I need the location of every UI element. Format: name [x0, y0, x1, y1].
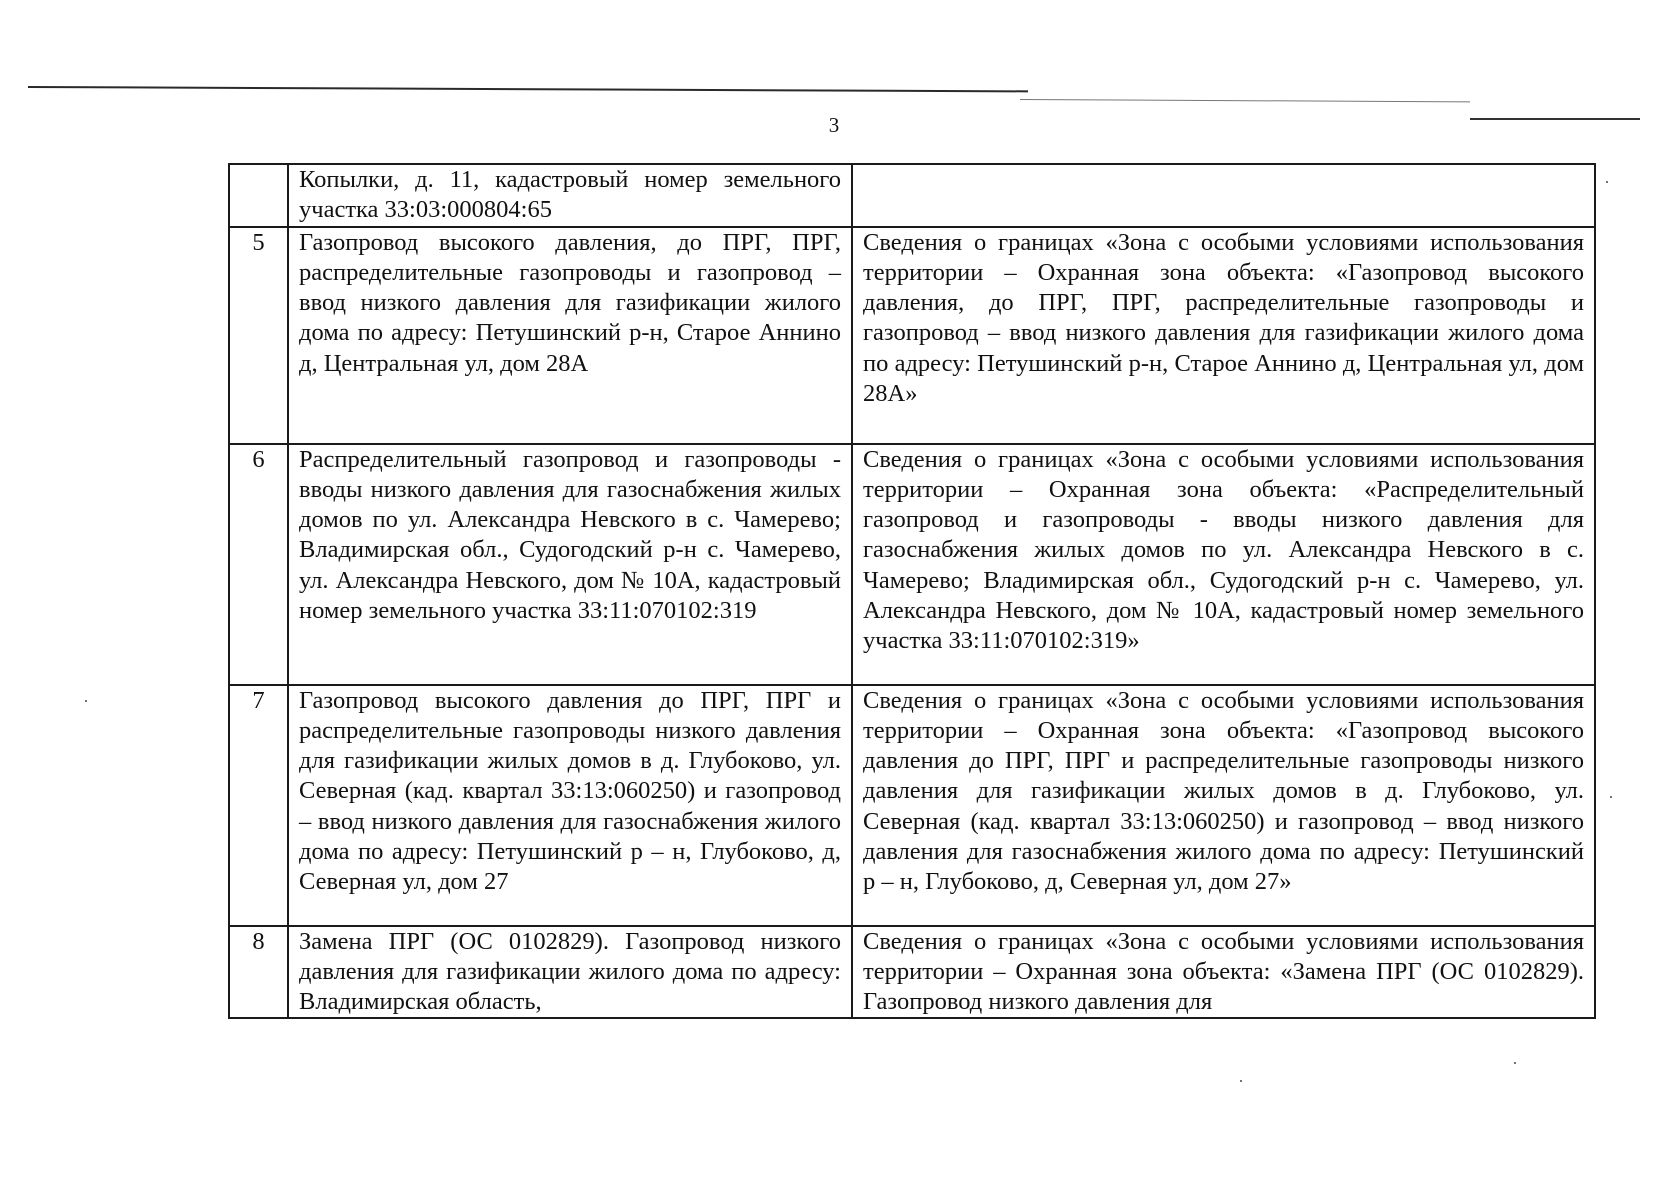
- table-row: [229, 444, 1595, 685]
- scan-speck: [1514, 1062, 1516, 1064]
- row-number: 5: [229, 227, 288, 444]
- zone-info: Сведения о границах «Зона с особыми условиями использования территории – Охранная зона объекта: «Газопровод высокого давления, до ПРГ, ПРГ, распределительные газопроводы и газопровод – ввод низкого давления для газификации жилого дома по адресу: Петушинский р-н, Старое Аннино д, Центральная ул, дом 28А»: [852, 227, 1595, 444]
- zone-info: [852, 164, 1595, 227]
- scan-speck: [1606, 181, 1608, 183]
- top-rule-line: [28, 86, 1028, 92]
- zone-info: Сведения о границах «Зона с особыми условиями использования территории – Охранная зона объекта: «Замена ПРГ (ОС 0102829). Газопровод низкого давления для: [852, 926, 1595, 1019]
- table-row: [229, 164, 1595, 227]
- row-number: [229, 164, 288, 227]
- zone-info: Сведения о границах «Зона с особыми условиями использования территории – Охранная зона объекта: «Распределительный газопровод и газопроводы - вводы низкого давления для газоснабжения жилых домов по ул. Александра Невского в с. Чамерево; Владимирская обл., Судогодский р-н с. Чамерево, ул. Александра Невского, дом № 10А, кадастровый номер земельного участка 33:11:070102:319»: [852, 444, 1595, 685]
- scan-speck: [1240, 1080, 1242, 1082]
- zones-table: [228, 163, 1596, 1019]
- object-description: Замена ПРГ (ОС 0102829). Газопровод низкого давления для газификации жилого дома по адресу: Владимирская область,: [288, 926, 852, 1019]
- row-number: 6: [229, 444, 288, 685]
- scan-speck: [85, 700, 87, 702]
- object-description: Газопровод высокого давления, до ПРГ, ПРГ, распределительные газопроводы и газопровод – ввод низкого давления для газификации жилого дома по адресу: Петушинский р-н, Старое Аннино д, Центральная ул, дом 28А: [288, 227, 852, 444]
- table-row: [229, 926, 1595, 1019]
- table-row: [229, 227, 1595, 444]
- object-description: Газопровод высокого давления до ПРГ, ПРГ и распределительные газопроводы низкого давления для газификации жилых домов в д. Глубоково, ул. Северная (кад. квартал 33:13:060250) и газопровод – ввод низкого давления для газоснабжения жилого дома по адресу: Петушинский р – н, Глубоково, д, Северная ул, дом 27: [288, 685, 852, 926]
- object-description: Копылки, д. 11, кадастровый номер земельного участка 33:03:000804:65: [288, 164, 852, 227]
- table-row: [229, 685, 1595, 926]
- page-number: 3: [828, 113, 840, 137]
- scan-speck: [1610, 796, 1612, 798]
- object-description: Распределительный газопровод и газопроводы - вводы низкого давления для газоснабжения жилых домов по ул. Александра Невского в с. Чамерево; Владимирская обл., Судогодский р-н с. Чамерево, ул. Александра Невского, дом № 10А, кадастровый номер земельного участка 33:11:070102:319: [288, 444, 852, 685]
- top-rule-line-right: [1020, 99, 1470, 102]
- zone-info: Сведения о границах «Зона с особыми условиями использования территории – Охранная зона объекта: «Газопровод высокого давления до ПРГ, ПРГ и распределительные газопроводы низкого давления для газификации жилых домов в д. Глубоково, ул. Северная (кад. квартал 33:13:060250) и газопровод – ввод низкого давления для газоснабжения жилого дома по адресу: Петушинский р – н, Глубоково, д, Северная ул, дом 27»: [852, 685, 1595, 926]
- row-number: 7: [229, 685, 288, 926]
- row-number: 8: [229, 926, 288, 1019]
